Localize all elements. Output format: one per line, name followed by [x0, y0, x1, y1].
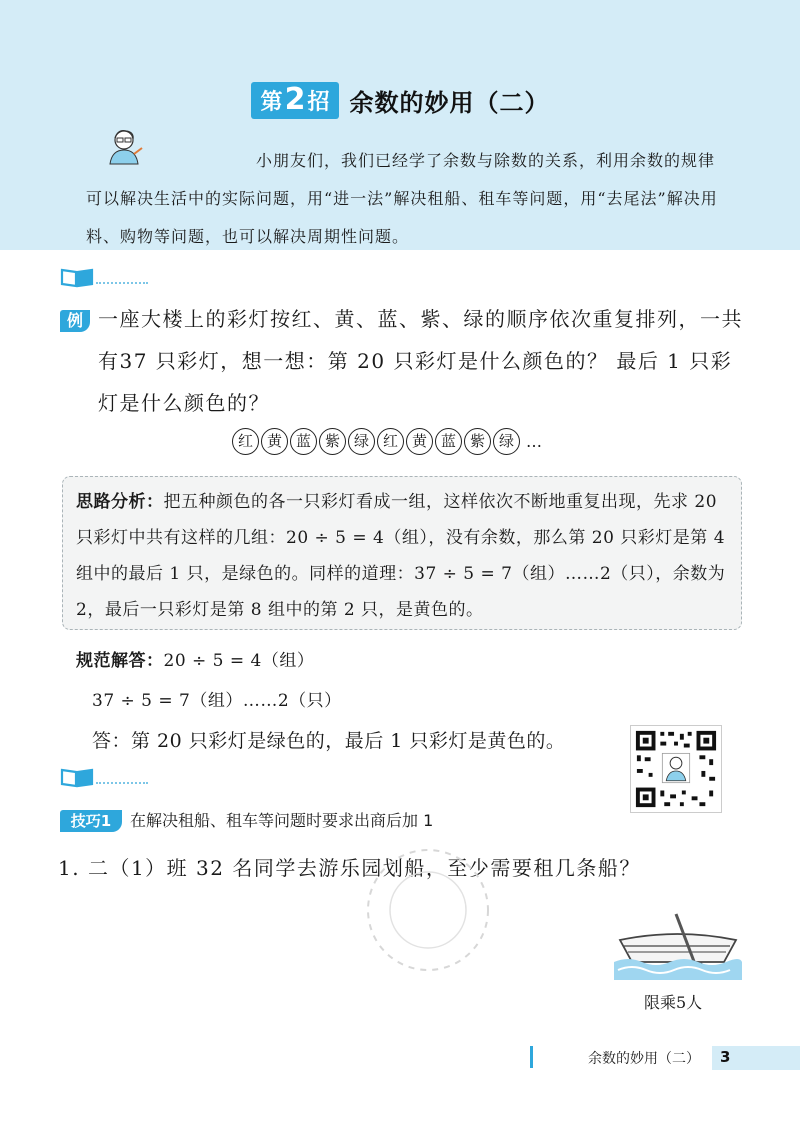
question-1: 1. 二（1）班 32 名同学去游乐园划船，至少需要租几条船？: [58, 856, 641, 880]
qr-code-icon: [630, 725, 722, 813]
light-circle: 黄: [261, 428, 288, 455]
book-icon: [60, 266, 94, 288]
watermark-stamp-icon: [358, 840, 498, 980]
chapter-title-row: [0, 82, 800, 119]
solution-line-1: [76, 646, 314, 671]
chapter-badge-suffix: 招: [307, 90, 330, 115]
light-circle: 黄: [406, 428, 433, 455]
light-circle: 蓝: [290, 428, 317, 455]
analysis-paragraph: [76, 484, 736, 628]
section-divider: [96, 282, 148, 284]
solution-step-1: 20 ÷ 5 = 4（组）: [163, 651, 315, 671]
solution-step-2: 37 ÷ 5 = 7（组）……2（只）: [92, 691, 342, 711]
page-title: 余数的妙用（二）: [349, 89, 550, 117]
footer-chapter-title: 余数的妙用（二）: [588, 1051, 700, 1067]
light-circle: 红: [377, 428, 404, 455]
light-circle: 蓝: [435, 428, 462, 455]
example-text: 一座大楼上的彩灯按红、黄、蓝、紫、绿的顺序依次重复排列，一共有37 只彩灯，想一想：第 20 只彩灯是什么颜色的？ 最后 1 只彩灯是什么颜色的？: [98, 307, 743, 415]
lights-ellipsis: …: [526, 432, 542, 451]
chapter-badge: [251, 82, 340, 119]
boat-icon: [612, 910, 742, 982]
light-circle: 紫: [319, 428, 346, 455]
page-number: 3: [720, 1048, 731, 1066]
light-circle: 绿: [493, 428, 520, 455]
analysis-label: 思路分析：: [76, 492, 164, 512]
skill-title: 在解决租船、租车等问题时要求出商后加 1: [130, 811, 434, 830]
light-circle: 绿: [348, 428, 375, 455]
lights-sequence: [232, 428, 542, 455]
chapter-badge-prefix: 第: [260, 90, 283, 115]
analysis-text: 把五种颜色的各一只彩灯看成一组，这样依次不断地重复出现，先求 20 只彩灯中共有这样的几组：20 ÷ 5 = 4（组），没有余数，那么第 20 只彩灯是第 4 组中的最后 1 只，是绿色的。同样的道理：37 ÷ 5 = 7（组）……2（只），余数为 2，最后一只彩灯是第 8 组中的第 2 只，是黄色的。: [76, 492, 726, 620]
solution-label: 规范解答：: [76, 651, 164, 671]
light-circle: 紫: [464, 428, 491, 455]
section-divider: [96, 782, 148, 784]
example-badge: 例: [60, 310, 90, 332]
intro-paragraph: 小朋友们，我们已经学了余数与除数的关系，利用余数的规律可以解决生活中的实际问题，用“进一法”解决租船、租车等问题，用“去尾法”解决用料、购物等问题，也可以解决周期性问题。: [86, 151, 718, 246]
footer-divider: [530, 1046, 533, 1068]
light-circle: 红: [232, 428, 259, 455]
chapter-badge-number: 2: [284, 82, 306, 117]
book-icon: [60, 766, 94, 788]
solution-answer: 答：第 20 只彩灯是绿色的，最后 1 只彩灯是黄色的。: [92, 730, 566, 752]
skill-badge: 技巧1: [60, 810, 122, 832]
boat-capacity-label: 限乘5人: [644, 993, 703, 1012]
